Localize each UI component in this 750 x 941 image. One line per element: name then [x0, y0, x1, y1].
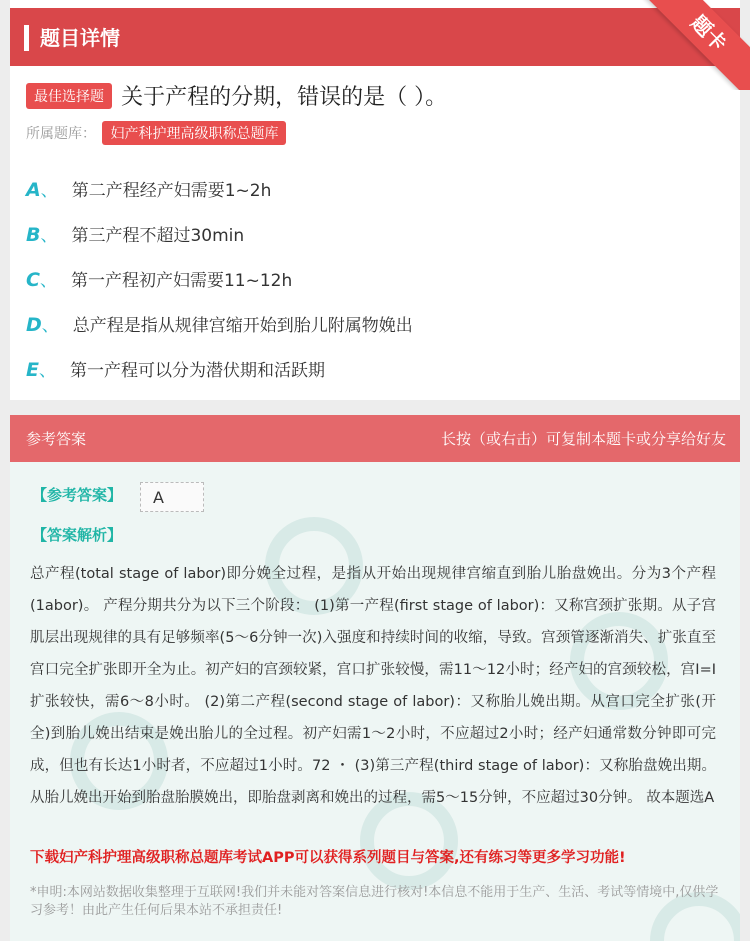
- answer-body: [10, 462, 740, 941]
- analysis-text: 总产程(total stage of labor)即分娩全过程，是指从开始出现规律宫缩直到胎儿胎盘娩出。分为3个产程(1abor)。 产程分期共分为以下三个阶段： (1)第一产程(first stage of labor)：又称宫颈扩张期。从子宫肌层出现规律的具有足够频率(5～6分钟一次)入强度和持续时间的收缩，导致。宫颈管逐渐消失、扩张直至宫口完全扩张即开全为止。初产妇的宫颈较紧，宫口扩张较慢，需11～12小时；经产妇的宫颈较松，宫I=I扩张较快，需6～8小时。 (2)第二产程(second stage of labor)：又称胎儿娩出期。从宫口完全扩张(开全)到胎儿娩出结束是娩出胎儿的全过程。初产妇需1～2小时，不应超过2小时；经产妇通常数分钟即可完成，但也有长达1小时者，不应超过1小时。72 ・ (3)第三产程(third stage of labor)：又称胎盘娩出期。从胎儿娩出开始到胎盘胎膜娩出，即胎盘剥离和娩出的过程，需5～15分钟，不应超过30分钟。 故本题选A: [30, 566, 716, 806]
- library-link[interactable]: 妇产科护理高级职称总题库: [102, 121, 286, 145]
- option-c[interactable]: C、 第一产程初产妇需要11~12h: [26, 269, 293, 291]
- option-text: 第一产程可以分为潜伏期和活跃期: [69, 361, 325, 381]
- option-e[interactable]: E、 第一产程可以分为潜伏期和活跃期: [26, 359, 325, 381]
- question-row: [26, 80, 447, 110]
- app-promo-link[interactable]: 下载妇产科护理高级职称总题库考试APP可以获得系列题目与答案,还有练习等更多学习功能!: [30, 850, 626, 866]
- library-row: [26, 121, 286, 145]
- share-hint: 长按（或右击）可复制本题卡或分享给好友: [440, 430, 726, 448]
- option-a[interactable]: A、 第二产程经产妇需要1~2h: [26, 179, 272, 201]
- question-text: 关于产程的分期，错误的是（ ）。: [121, 85, 448, 110]
- option-letter: C: [26, 269, 40, 291]
- option-b[interactable]: B、 第三产程不超过30min: [26, 224, 245, 246]
- option-letter: B: [26, 224, 41, 246]
- answer-header-title: 参考答案: [26, 430, 87, 448]
- option-text: 第二产程经产妇需要1~2h: [71, 181, 272, 201]
- header-bar: [10, 8, 740, 66]
- answer-image: A: [140, 482, 204, 512]
- question-type-badge: 最佳选择题: [26, 83, 112, 109]
- library-label: 所属题库：: [26, 126, 96, 142]
- corner-label: 题卡: [643, 0, 750, 90]
- option-text: 第一产程初产妇需要11~12h: [70, 271, 293, 291]
- analysis-label: 【答案解析】: [32, 526, 123, 544]
- option-letter: D: [26, 314, 42, 336]
- header-accent: [24, 25, 29, 51]
- option-letter: E: [26, 359, 39, 381]
- answer-header: [10, 415, 740, 462]
- corner-ribbon: [640, 0, 750, 90]
- reference-answer-label: 【参考答案】: [32, 486, 123, 504]
- option-letter: A: [26, 179, 41, 201]
- disclaimer: *申明:本网站数据收集整理于互联网!我们并未能对答案信息进行核对!本信息不能用于生产、生活、考试等情境中,仅供学习参考！由此产生任何后果本站不承担责任!: [30, 885, 719, 918]
- option-text: 第三产程不超过30min: [71, 226, 245, 246]
- option-text: 总产程是指从规律宫缩开始到胎儿附属物娩出: [72, 316, 413, 336]
- option-d[interactable]: D、 总产程是指从规律宫缩开始到胎儿附属物娩出: [26, 314, 413, 336]
- page-title: 题目详情: [40, 26, 120, 50]
